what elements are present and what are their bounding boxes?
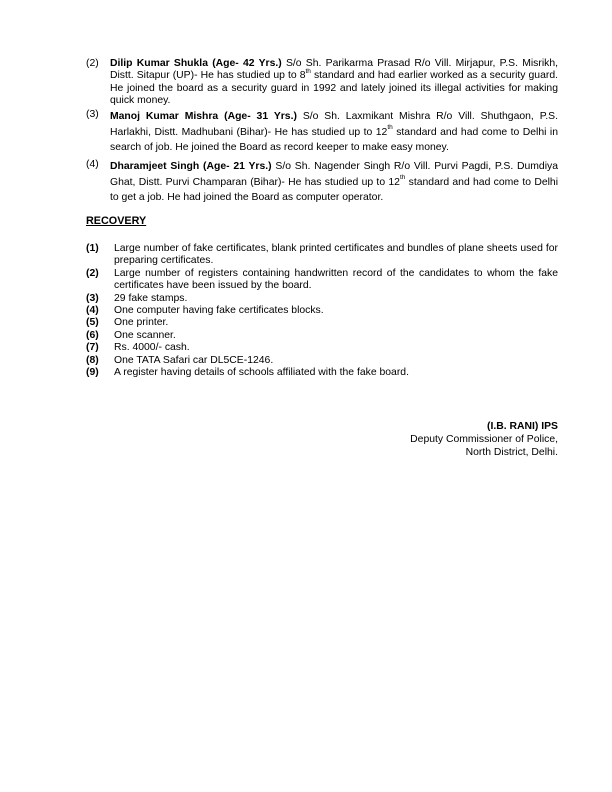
accused-name: Dharamjeet Singh (Age- 21 Yrs.)	[110, 161, 272, 172]
signature-block	[410, 420, 558, 460]
recovery-item-text: Rs. 4000/- cash.	[114, 342, 190, 354]
accused-text: S/o Sh. Nagender Singh R/o Vill. Purvi Pagdi, P.S. Dumdiya Ghat, Distt. Purvi Champaran (Bihar)- He has studied up to 12	[110, 161, 558, 188]
recovery-item	[86, 342, 558, 354]
recovery-item-text: One printer.	[114, 317, 169, 329]
accused-description	[110, 58, 558, 108]
recovery-item-number: (1)	[86, 243, 99, 254]
accused-number: (4)	[86, 159, 99, 170]
recovery-item-number: (3)	[86, 292, 99, 304]
accused-text: standard and had earlier worked as a security guard. He joined the board as a security guard in 1992 and lately joined its illegal activities for making quick money.	[110, 70, 558, 107]
recovery-item-number: (7)	[86, 342, 99, 354]
accused-number: (3)	[86, 109, 99, 120]
accused-text: standard and had come to Delhi in search of job. He joined the Board as record keeper to make easy money.	[110, 126, 558, 154]
recovery-item-text: 29 fake stamps.	[114, 292, 188, 304]
signatory-office: North District, Delhi.	[465, 447, 558, 459]
recovery-item-number: (9)	[86, 367, 99, 379]
accused-text: S/o Sh. Parikarma Prasad R/o Vill. Mirjapur, P.S. Misrikh, Distt. Sitapur (UP)- He has studied up to 8	[110, 58, 558, 82]
recovery-item-number: (5)	[86, 317, 99, 329]
recovery-item-number: (4)	[86, 305, 99, 317]
recovery-item	[86, 317, 558, 329]
recovery-item	[86, 330, 558, 342]
accused-number: (2)	[86, 58, 99, 69]
recovery-item-text: Large number of fake certificates, blank printed certificates and bundles of plane sheets used for preparing certificates.	[114, 243, 558, 267]
recovery-list	[86, 243, 558, 379]
superscript: th	[399, 174, 406, 182]
accused-text: standard and had come to Delhi to get a job. He had joined the Board as computer operator.	[110, 176, 559, 204]
recovery-item-text: A register having details of schools affiliated with the fake board.	[114, 367, 409, 379]
recovery-item	[86, 355, 558, 367]
accused-description	[110, 159, 558, 206]
recovery-item-number: (8)	[86, 354, 99, 366]
recovery-item	[86, 305, 558, 317]
superscript: th	[387, 124, 393, 132]
recovery-item-number: (6)	[86, 329, 99, 341]
recovery-item	[86, 293, 558, 305]
recovery-item	[86, 268, 558, 293]
accused-text: S/o Sh. Laxmikant Mishra R/o Vill. Shuthgaon, P.S. Harlakhi, Distt. Madhubani (Bihar)- He has studied up to 12	[110, 111, 558, 138]
recovery-item-text: Large number of registers containing handwritten record of the candidates to whom the fake certificates have been issued by the board.	[114, 267, 558, 292]
accused-description	[110, 109, 558, 156]
recovery-item	[86, 243, 558, 268]
recovery-item-number: (2)	[86, 267, 99, 279]
superscript: th	[305, 67, 311, 75]
recovery-item-text: One computer having fake certificates blocks.	[114, 305, 324, 317]
recovery-item-text: One scanner.	[114, 329, 176, 341]
recovery-item	[86, 367, 558, 379]
signatory-name: (I.B. RANI) IPS	[486, 421, 558, 432]
recovery-heading: RECOVERY	[86, 215, 147, 227]
recovery-item-text: One TATA Safari car DL5CE-1246.	[114, 354, 274, 366]
accused-name: Dilip Kumar Shukla (Age- 42 Yrs.)	[110, 58, 282, 69]
signatory-designation: Deputy Commissioner of Police,	[410, 434, 558, 446]
accused-name: Manoj Kumar Mishra (Age- 31 Yrs.)	[110, 111, 297, 122]
